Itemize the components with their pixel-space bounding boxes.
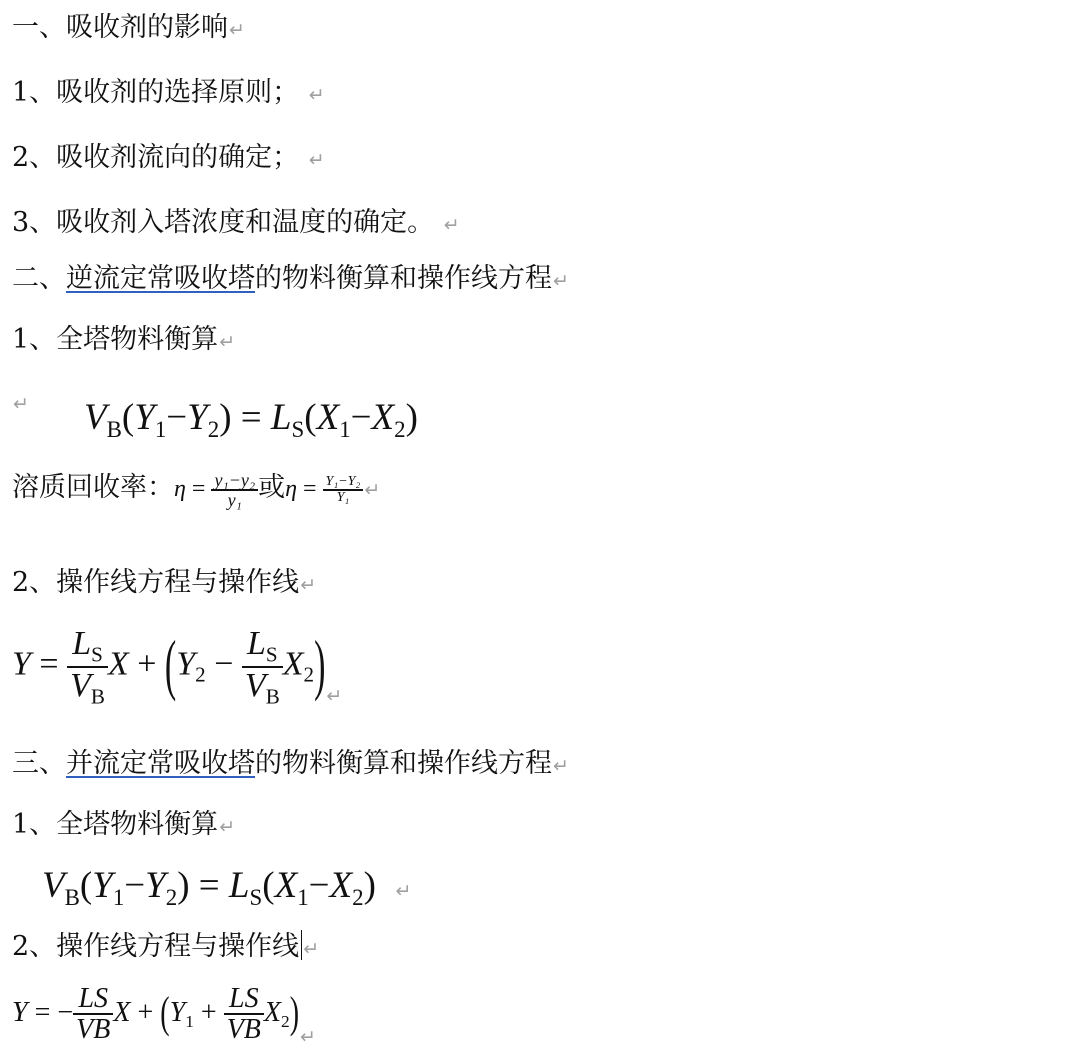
fraction-numerator: y₁−y₂ <box>211 471 258 492</box>
eq-subscript: 1 <box>339 417 351 443</box>
eq-subscript: 2 <box>207 417 220 443</box>
paragraph-mark-icon: ↵ <box>303 938 320 960</box>
eq-symbol: X <box>263 996 282 1028</box>
eq-paren: ( <box>79 865 93 906</box>
eq-big-paren: ) <box>289 988 300 1039</box>
eq-subscript: S <box>249 885 263 911</box>
fraction-numerator: LS <box>73 984 113 1015</box>
paragraph-mark-icon: ↵ <box>308 149 325 171</box>
eq-paren: ) <box>219 397 232 438</box>
recovery-fraction-b <box>323 475 364 506</box>
eq-symbol: η <box>285 476 297 502</box>
eq-operator: + <box>128 645 165 683</box>
eq-symbol: X <box>274 865 298 906</box>
eq-paren: ) <box>177 865 190 906</box>
eq-subscript: 2 <box>394 417 406 443</box>
eq-subscript: 2 <box>281 1011 290 1031</box>
paragraph-mark-icon: ↵ <box>395 880 412 902</box>
eq-paren: ) <box>363 865 376 906</box>
eq-subscript: 2 <box>303 662 315 687</box>
recovery-rate-line <box>12 470 380 510</box>
eq-symbol: Y <box>145 865 166 906</box>
list-item <box>12 929 319 967</box>
recovery-formula-alt <box>285 473 363 506</box>
eq-operator: = − <box>27 996 74 1028</box>
eq-subscript: S <box>265 642 278 667</box>
eq-paren: ( <box>121 397 135 438</box>
list-item <box>12 565 316 603</box>
eq-symbol: X <box>371 397 395 438</box>
eq-operator: − <box>166 397 188 438</box>
eq-operator: = <box>189 865 229 906</box>
heading-absorbent-influence <box>12 10 245 48</box>
eq-symbol: η <box>174 476 186 502</box>
eq-big-paren: ( <box>164 628 177 703</box>
fraction-ls-vb <box>67 626 108 707</box>
eq-symbol: X <box>282 645 304 683</box>
eq-subscript: B <box>106 417 122 443</box>
list-item <box>12 75 325 113</box>
cocurrent-link[interactable]: 并流定常吸收塔 <box>66 748 255 779</box>
eq-paren: ( <box>262 865 275 906</box>
eq-symbol: Y <box>92 865 113 906</box>
paragraph-mark-icon: ↵ <box>326 685 343 708</box>
eq-operator: + <box>193 996 224 1028</box>
eq-operator: − <box>350 397 372 438</box>
eq-symbol: X <box>316 397 340 438</box>
fraction-denominator: y₁ <box>227 490 242 511</box>
paragraph-mark-icon: ↵ <box>13 393 29 415</box>
heading-rest: 的物料衡算和操作线方程 <box>255 263 552 294</box>
eq-subscript: 1 <box>154 417 167 443</box>
paragraph-mark-icon: ↵ <box>300 1025 316 1048</box>
paragraph-mark-icon: ↵ <box>443 214 460 236</box>
list-item-text: 3、吸收剂入塔浓度和温度的确定。 <box>12 207 435 238</box>
or-text: 或 <box>258 472 286 503</box>
heading-prefix: 二、 <box>12 263 66 294</box>
eq-symbol: Y <box>176 645 196 683</box>
eq-paren: ) <box>405 397 418 438</box>
eq-operator: − <box>205 645 242 683</box>
paragraph-mark-icon: ↵ <box>300 574 317 596</box>
fraction-ls-vb <box>73 984 113 1045</box>
eq-operator: = <box>231 397 271 438</box>
empty-paragraph <box>12 384 29 422</box>
list-item-text: 2、吸收剂流向的确定； <box>12 142 300 173</box>
eq-operator: = <box>30 645 68 683</box>
eq-subscript: 1 <box>297 885 309 911</box>
paragraph-mark-icon: ↵ <box>219 331 236 353</box>
eq-subscript: 2 <box>195 662 206 687</box>
eq-symbol: L <box>228 865 250 906</box>
eq-operator: − <box>124 865 146 906</box>
eq-subscript: 2 <box>165 885 178 911</box>
eq-subscript: B <box>90 683 105 708</box>
mass-balance-equation-cocurrent <box>42 864 411 911</box>
heading-countercurrent <box>12 261 569 299</box>
countercurrent-link[interactable]: 逆流定常吸收塔 <box>66 263 255 294</box>
eq-symbol: Y <box>169 996 186 1028</box>
paragraph-mark-icon: ↵ <box>553 755 569 777</box>
heading-prefix: 三、 <box>12 748 66 779</box>
list-item-text: 2、操作线方程与操作线 <box>12 931 300 962</box>
eq-subscript: S <box>291 417 305 443</box>
fraction-denominator: VB <box>226 1014 261 1046</box>
eq-subscript: B <box>265 683 280 708</box>
eq-subscript: 1 <box>185 1011 194 1031</box>
eq-big-paren: ) <box>314 628 326 703</box>
eq-subscript: S <box>91 642 103 667</box>
list-item-text: 1、吸收剂的选择原则； <box>12 77 300 108</box>
eq-operator: − <box>308 865 330 906</box>
list-item <box>12 807 235 845</box>
eq-symbol: V <box>84 397 107 438</box>
eq-symbol: X <box>113 996 131 1028</box>
recovery-formula <box>174 469 258 511</box>
heading-text: 一、吸收剂的影响 <box>12 12 228 43</box>
list-item <box>12 322 235 360</box>
eq-symbol: X <box>329 865 353 906</box>
operating-line-equation-cocurrent <box>12 984 316 1048</box>
paragraph-mark-icon: ↵ <box>219 816 236 838</box>
eq-operator: = <box>185 476 212 502</box>
operating-line-equation-countercurrent <box>12 626 342 707</box>
eq-symbol: X <box>107 645 129 683</box>
eq-symbol: L <box>270 397 292 438</box>
paragraph-mark-icon: ↵ <box>308 84 325 106</box>
eq-big-paren: ( <box>160 988 170 1039</box>
fraction-numerator: Y₁−Y₂ <box>323 475 364 492</box>
fraction-denominator: V <box>70 666 91 704</box>
eq-subscript: 1 <box>112 885 125 911</box>
fraction-denominator: VB <box>76 1014 111 1046</box>
list-item <box>12 140 325 178</box>
fraction-numerator: L <box>72 625 92 662</box>
fraction-ls-vb <box>242 626 283 707</box>
paragraph-mark-icon: ↵ <box>553 270 569 292</box>
heading-rest: 的物料衡算和操作线方程 <box>255 748 552 779</box>
recovery-label: 溶质回收率： <box>12 472 174 503</box>
fraction-denominator: Y₁ <box>336 490 350 506</box>
recovery-fraction-a <box>211 471 258 511</box>
eq-operator: + <box>130 996 161 1028</box>
heading-cocurrent <box>12 746 569 784</box>
eq-symbol: V <box>42 865 65 906</box>
eq-symbol: Y <box>187 397 208 438</box>
list-item-text: 2、操作线方程与操作线 <box>12 567 300 598</box>
eq-subscript: 2 <box>352 885 364 911</box>
fraction-numerator: LS <box>224 984 264 1015</box>
eq-symbol: Y <box>12 645 31 683</box>
list-item-text: 1、全塔物料衡算 <box>12 809 219 840</box>
eq-subscript: B <box>64 885 80 911</box>
fraction-ls-vb <box>224 984 264 1045</box>
fraction-numerator: L <box>247 625 266 662</box>
eq-paren: ( <box>304 397 317 438</box>
eq-operator: = <box>297 476 323 502</box>
list-item <box>12 205 460 243</box>
paragraph-mark-icon: ↵ <box>229 19 245 41</box>
eq-symbol: Y <box>12 996 28 1028</box>
mass-balance-equation <box>84 396 418 443</box>
eq-symbol: Y <box>134 397 155 438</box>
paragraph-mark-icon: ↵ <box>364 479 381 501</box>
fraction-denominator: V <box>244 666 266 704</box>
list-item-text: 1、全塔物料衡算 <box>12 324 219 355</box>
